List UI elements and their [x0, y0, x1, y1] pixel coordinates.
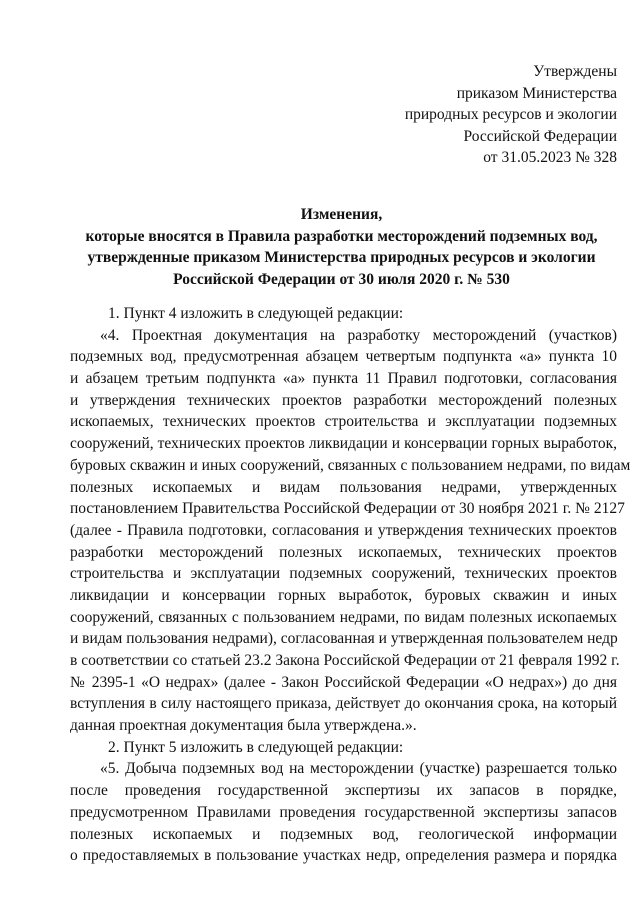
- paragraph-line: и утверждения технических проектов разработки месторождений полезных: [70, 391, 617, 409]
- paragraph-line: «5. Добыча подземных вод на месторождении (участке) разрешается только: [100, 760, 617, 778]
- approval-line: природных ресурсов и экологии: [404, 106, 617, 123]
- title-line: Изменения,: [300, 206, 383, 223]
- approval-line: Российской Федерации: [463, 127, 617, 145]
- approval-line: приказом Министерства: [456, 84, 617, 102]
- paragraph-line: полезных ископаемых и видам пользования недрами, утвержденных: [70, 478, 617, 496]
- paragraph-line: подземных вод, предусмотренная абзацем четвертым подпункта «а» пункта 10: [70, 348, 617, 366]
- approval-line: от 31.05.2023 № 328: [483, 149, 617, 166]
- paragraph-line: вступления в силу настоящего приказа, действует до окончания срока, на который: [70, 695, 617, 713]
- paragraph-line: «4. Проектная документация на разработку месторождений (участков): [100, 326, 617, 344]
- document-body: [70, 303, 631, 867]
- paragraph-line: строительства и эксплуатации подземных сооружений, технических проектов: [70, 565, 617, 583]
- paragraph-line: и абзацем третьим подпункта «а» пункта 11 Правил подготовки, согласования: [70, 370, 617, 388]
- paragraph-line: 1. Пункт 4 изложить в следующей редакции:: [108, 305, 404, 322]
- title-line: которые вносятся в Правила разработки месторождений подземных вод,: [85, 227, 598, 245]
- paragraph-line: разработки месторождений полезных ископаемых, технических проектов: [70, 543, 617, 561]
- paragraph-line: № 2395-1 «О недрах» (далее - Закон Российской Федерации «О недрах») до дня: [70, 673, 617, 691]
- document-title: [70, 204, 613, 290]
- paragraph-line: и видам пользования недрами), согласованная и утвержденная пользователем недр: [70, 630, 618, 648]
- title-line: Российской Федерации от 30 июля 2020 г. № 530: [173, 270, 510, 288]
- paragraph-line: сооружений, связанных с пользованием недрами, по видам полезных ископаемых: [70, 608, 617, 626]
- title-line: утвержденные приказом Министерства природных ресурсов и экологии: [87, 249, 596, 266]
- paragraph-line: постановлением Правительства Российской Федерации от 30 ноября 2021 г. № 2127: [70, 500, 625, 518]
- paragraph-line: полезных ископаемых и подземных вод, геологической информации: [70, 825, 617, 843]
- approval-stamp: [405, 61, 617, 169]
- paragraph-line: ископаемых, технических проектов строительства и эксплуатации подземных: [70, 413, 617, 431]
- paragraph-line: ликвидации и консервации горных выработок, буровых скважин и иных: [70, 586, 617, 604]
- paragraph-line: после проведения государственной экспертизы их запасов в порядке,: [70, 782, 617, 800]
- paragraph-line: в соответствии со статьей 23.2 Закона Российской Федерации от 21 февраля 1992 г.: [70, 652, 620, 669]
- approval-line: Утверждены: [533, 63, 617, 80]
- paragraph-line: о предоставляемых в пользование участках недр, определения размера и порядка: [70, 847, 617, 865]
- paragraph-line: данная проектная документация была утверждена.».: [70, 717, 417, 735]
- paragraph-line: сооружений, технических проектов ликвидации и консервации горных выработок,: [70, 435, 617, 453]
- paragraph-line: предусмотренном Правилами проведения государственной экспертизы запасов: [70, 803, 617, 821]
- paragraph-line: (далее - Правила подготовки, согласования и утверждения технических проектов: [70, 521, 617, 539]
- paragraph-line: буровых скважин и иных сооружений, связанных с пользованием недрами, по видам: [70, 456, 631, 474]
- paragraph-line: 2. Пункт 5 изложить в следующей редакции:: [108, 738, 404, 756]
